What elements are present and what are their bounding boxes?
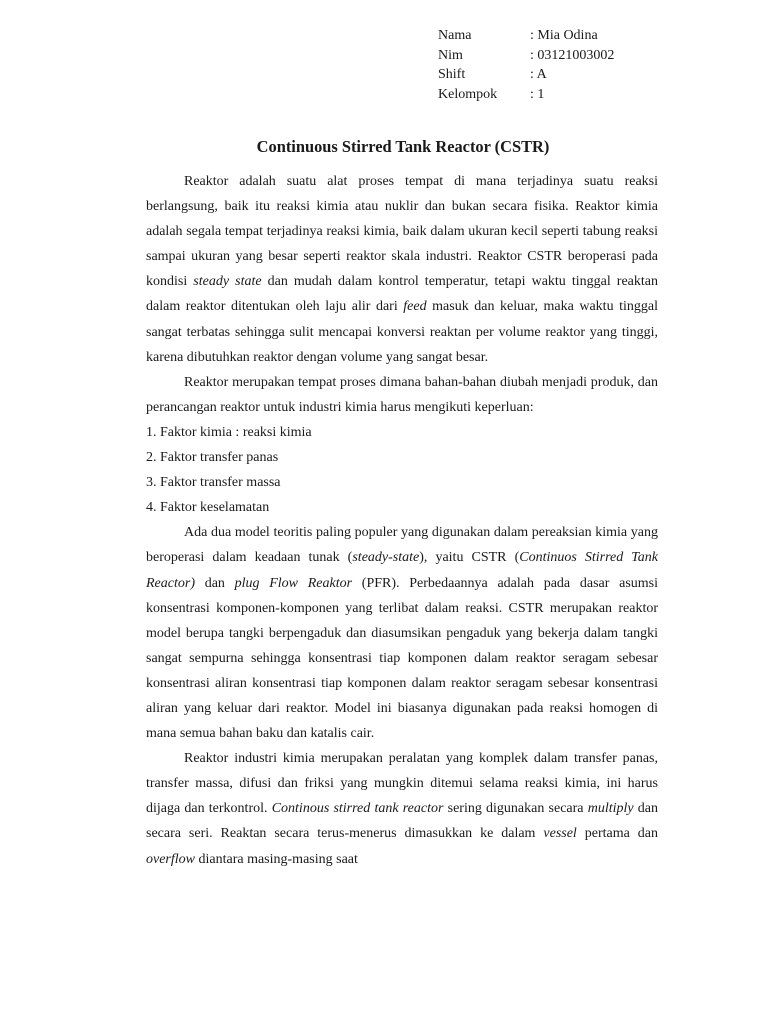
p3-text-e: dan xyxy=(194,575,235,591)
p3-text-g: (PFR). Perbedaannya adalah pada dasar asumsi konsentrasi komponen-komponen yang terlibat dalam reaksi. CSTR merupakan reaktor model berupa tangki berpengaduk dan diasumsikan pengaduk yang bekerja dalam tangki sangat sempurna sehingga konsentrasi tiap komponen dalam reaktor seragam sebesar konsentrasi aliran konsentrasi tiap komponen dalam reaktor seragam sebesar konsentrasi aliran yang keluar dari reaktor. Model ini biasanya digunakan pada reaksi homogen di mana semua bahan baku dan katalis cair. xyxy=(146,575,658,742)
paragraph-4 xyxy=(146,746,658,871)
paragraph-2: Reaktor merupakan tempat proses dimana bahan-bahan diubah menjadi produk, dan perancangan reaktor untuk industri kimia harus mengikuti keperluan: xyxy=(146,374,658,415)
document-body xyxy=(146,169,658,872)
p1-text-a: Reaktor adalah suatu alat proses tempat di mana terjadinya suatu reaksi berlangsung, baik itu reaksi kimia atau nuklir dan bukan secara fisika. Reaktor kimia adalah segala tempat terjadinya reaksi kimia, baik dalam ukuran kecil seperti tabung reaksi sampai ukuran yang besar seperti reaktor skala industri. Reaktor CSTR beroperasi pada kondisi xyxy=(146,174,658,290)
nim-label: Nim xyxy=(438,47,463,63)
list-item: 1. Faktor kimia : reaksi kimia xyxy=(146,424,312,440)
student-info xyxy=(438,26,614,104)
p4-text-g: pertama dan xyxy=(576,826,658,842)
list-item: 3. Faktor transfer massa xyxy=(146,475,281,491)
p1-text-e: masuk dan keluar, maka waktu tinggal sangat terbatas sehingga sulit mencapai konversi reaktan per volume reaktor yang tinggi, karena dibutuhkan reaktor dengan volume yang sangat besar. xyxy=(146,299,658,365)
kelompok-label: Kelompok xyxy=(438,86,498,102)
p4-italic-overflow: overflow xyxy=(146,851,195,867)
p3-italic-steady-state: steady-state xyxy=(352,550,420,566)
nim-value: : 03121003002 xyxy=(530,47,615,63)
kelompok-row xyxy=(438,85,614,105)
requirement-list xyxy=(146,420,658,520)
shift-value: : A xyxy=(530,67,547,82)
p4-italic-multiply: multiply xyxy=(587,801,634,817)
shift-row xyxy=(438,65,614,85)
p1-italic-steady-state: steady state xyxy=(193,274,262,290)
p1-italic-feed: feed xyxy=(403,299,427,315)
shift-label: Shift xyxy=(438,67,466,82)
paragraph-3 xyxy=(146,520,658,746)
p4-text-a: Reaktor industri kimia merupakan peralatan yang komplek dalam transfer panas, transfer massa, difusi dan friksi yang mungkin ditemui selama reaksi kimia, ini harus dijaga dan terkontrol. xyxy=(146,751,658,817)
p4-italic-cstr: Continous stirred tank reactor xyxy=(271,801,444,817)
paragraph-1 xyxy=(146,169,658,370)
p3-italic-pfr: plug Flow Reaktor xyxy=(234,575,353,591)
nim-row xyxy=(438,46,614,66)
p3-text-a: Ada dua model teoritis paling populer yang digunakan dalam pereaksian kimia yang beroperasi dalam keadaan tunak ( xyxy=(146,525,658,566)
p4-text-i: diantara masing-masing saat xyxy=(195,851,358,867)
nama-row xyxy=(438,26,614,46)
p1-text-c: dan mudah dalam kontrol temperatur, tetapi waktu tinggal reaktan dalam reaktor ditentukan oleh laju alir dari xyxy=(146,274,658,315)
list-item: 4. Faktor keselamatan xyxy=(146,500,270,516)
p4-italic-vessel: vessel xyxy=(543,826,577,842)
p3-text-c: ), yaitu CSTR ( xyxy=(419,550,520,566)
p4-text-e: dan secara seri. Reaktan secara terus-menerus dimasukkan ke dalam xyxy=(146,801,658,842)
list-item: 2. Faktor transfer panas xyxy=(146,450,279,466)
p3-italic-cstr: Continuos Stirred Tank Reactor) xyxy=(146,550,658,591)
document-title: Continuous Stirred Tank Reactor (CSTR) xyxy=(256,137,550,156)
nama-value: : Mia Odina xyxy=(530,28,598,43)
nama-label: Nama xyxy=(438,28,472,43)
kelompok-value: : 1 xyxy=(530,86,545,102)
p4-text-c: sering digunakan secara xyxy=(443,801,588,817)
